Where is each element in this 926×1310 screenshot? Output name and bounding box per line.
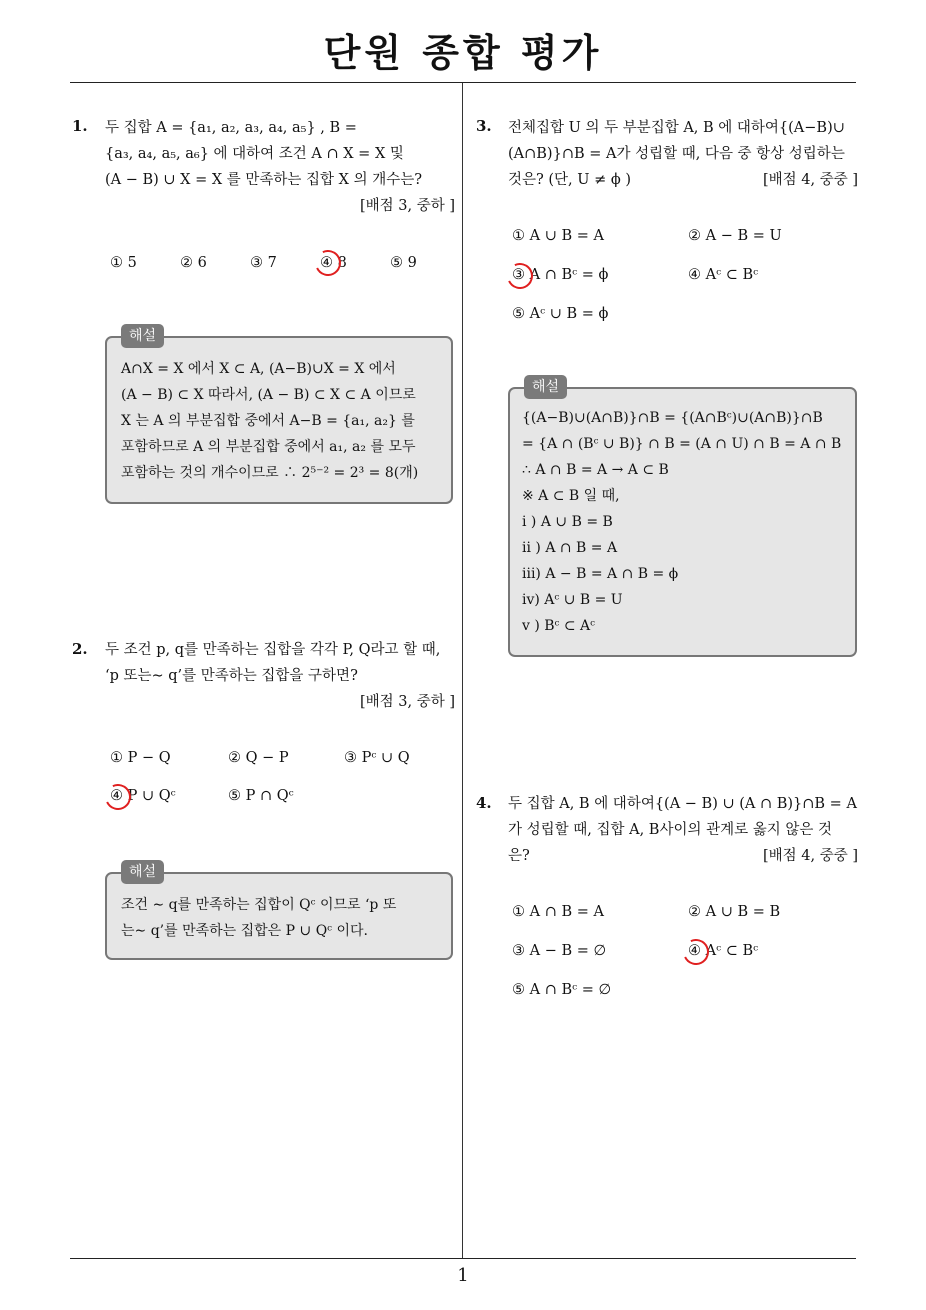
q2-option-5[interactable]: ⑤ P ∩ Qᶜ (228, 788, 294, 804)
q3-option-1[interactable]: ① A ∪ B = A (512, 228, 604, 244)
explanation-line: A∩X = X 에서 X ⊂ A, (A−B)∪X = X 에서 (121, 361, 396, 377)
explanation-tag: 해설 (121, 860, 164, 884)
question-1-number: 1. (72, 117, 88, 135)
q1-option-4[interactable]: ④ 8 (320, 255, 347, 271)
question-1-line: 두 집합 A = {a₁, a₂, a₃, a₄, a₅} , B = (105, 120, 357, 136)
question-3-line: 전체집합 U 의 두 부분집합 A, B 에 대하여{(A−B)∪ (508, 120, 845, 136)
explanation-line: iv) Aᶜ ∪ B = U (522, 592, 623, 608)
question-1-options (110, 255, 450, 281)
q2-option-2[interactable]: ② Q − P (228, 750, 289, 766)
explanation-line: ∴ A ∩ B = A → A ⊂ B (522, 462, 669, 478)
q1-option-5[interactable]: ⑤ 9 (390, 255, 417, 271)
q4-option-2[interactable]: ② A ∪ B = B (688, 904, 781, 920)
q4-option-4[interactable]: ④ Aᶜ ⊂ Bᶜ (688, 943, 759, 959)
explanation-line: (A − B) ⊂ X 따라서, (A − B) ⊂ X ⊂ A 이므로 (121, 387, 416, 403)
question-1-explanation (105, 328, 453, 504)
question-4-line: 두 집합 A, B 에 대하여{(A − B) ∪ (A ∩ B)}∩B = A (508, 796, 857, 812)
explanation-tag: 해설 (524, 375, 567, 399)
q2-option-1[interactable]: ① P − Q (110, 750, 171, 766)
question-3-line: (A∩B)}∩B = A가 성립할 때, 다음 중 항상 성립하는 (508, 146, 845, 162)
answer-mark-circle (101, 780, 134, 813)
q1-option-2[interactable]: ② 6 (180, 255, 207, 271)
question-2-line: 두 조건 p, q를 만족하는 집합을 각각 P, Q라고 할 때, (105, 642, 441, 658)
question-2-score: [배점 3, 중하 ] (359, 694, 455, 710)
question-2-line: ‘p 또는∼ q’를 만족하는 집합을 구하면? (105, 668, 358, 684)
question-2-number: 2. (72, 640, 88, 658)
explanation-line: i ) A ∪ B = B (522, 514, 613, 530)
page-title: 단원 종합 평가 (323, 31, 603, 75)
explanation-tag: 해설 (121, 324, 164, 348)
explanation-line: 포함하므로 A 의 부분집합 중에서 a₁, a₂ 를 모두 (121, 439, 416, 455)
explanation-line: ※ A ⊂ B 일 때, (522, 488, 620, 504)
question-4-line: 은? (508, 848, 530, 864)
question-3-explanation (508, 379, 857, 657)
explanation-line: 포함하는 것의 개수이므로 ∴ 2⁵⁻² = 2³ = 8(개) (121, 465, 419, 481)
question-4 (508, 791, 858, 869)
column-divider (462, 83, 463, 1258)
question-3-options (512, 228, 852, 328)
question-2-options (110, 750, 450, 820)
question-4-line: 가 성립할 때, 집합 A, B사이의 관계로 옳지 않은 것 (508, 822, 832, 838)
explanation-line: {(A−B)∪(A∩B)}∩B = {(A∩Bᶜ)∪(A∩B)}∩B (522, 410, 823, 426)
q3-option-4[interactable]: ④ Aᶜ ⊂ Bᶜ (688, 267, 759, 283)
q3-option-2[interactable]: ② A − B = U (688, 228, 782, 244)
explanation-line: v ) Bᶜ ⊂ Aᶜ (522, 618, 595, 634)
question-4-options (512, 904, 852, 1004)
explanation-line: ii ) A ∩ B = A (522, 540, 618, 556)
q1-option-3[interactable]: ③ 7 (250, 255, 277, 271)
question-4-number: 4. (476, 794, 492, 812)
top-rule (70, 82, 856, 83)
question-3-line: 것은? (단, U ≠ ϕ ) (508, 172, 632, 188)
explanation-line: X 는 A 의 부분집합 중에서 A−B = {a₁, a₂} 를 (121, 413, 415, 429)
bottom-rule (70, 1258, 856, 1259)
q2-option-3[interactable]: ③ Pᶜ ∪ Q (344, 750, 410, 766)
explanation-line: 조건 ∼ q를 만족하는 집합이 Qᶜ 이므로 ‘p 또 (121, 897, 397, 913)
explanation-line: 는∼ q’를 만족하는 집합은 P ∪ Qᶜ 이다. (121, 923, 368, 939)
answer-mark-circle (311, 246, 344, 279)
q4-option-3[interactable]: ③ A − B = ∅ (512, 943, 607, 959)
question-4-score: [배점 4, 중중 ] (762, 848, 858, 864)
question-1-line: (A − B) ∪ X = X 를 만족하는 집합 X 의 개수는? (105, 172, 423, 188)
question-2 (105, 637, 455, 715)
answer-mark-circle (503, 259, 536, 292)
q1-option-1[interactable]: ① 5 (110, 255, 137, 271)
page-number: 1 (457, 1265, 469, 1286)
question-3-score: [배점 4, 중중 ] (762, 172, 858, 188)
q4-option-1[interactable]: ① A ∩ B = A (512, 904, 604, 920)
explanation-line: iii) A − B = A ∩ B = ϕ (522, 566, 679, 582)
question-1 (105, 115, 455, 219)
question-2-explanation (105, 864, 453, 960)
question-3-number: 3. (476, 117, 492, 135)
answer-mark-circle (679, 935, 712, 968)
q3-option-5[interactable]: ⑤ Aᶜ ∪ B = ϕ (512, 306, 609, 322)
question-1-line: {a₃, a₄, a₅, a₆} 에 대하여 조건 A ∩ X = X 및 (105, 146, 404, 162)
q3-option-3[interactable]: ③ A ∩ Bᶜ = ϕ (512, 267, 609, 283)
question-3 (508, 115, 858, 193)
explanation-line: = {A ∩ (Bᶜ ∪ B)} ∩ B = (A ∩ U) ∩ B = A ∩ B (522, 436, 842, 452)
question-1-score: [배점 3, 중하 ] (359, 198, 455, 214)
q4-option-5[interactable]: ⑤ A ∩ Bᶜ = ∅ (512, 982, 612, 998)
q2-option-4[interactable]: ④ P ∪ Qᶜ (110, 788, 176, 804)
